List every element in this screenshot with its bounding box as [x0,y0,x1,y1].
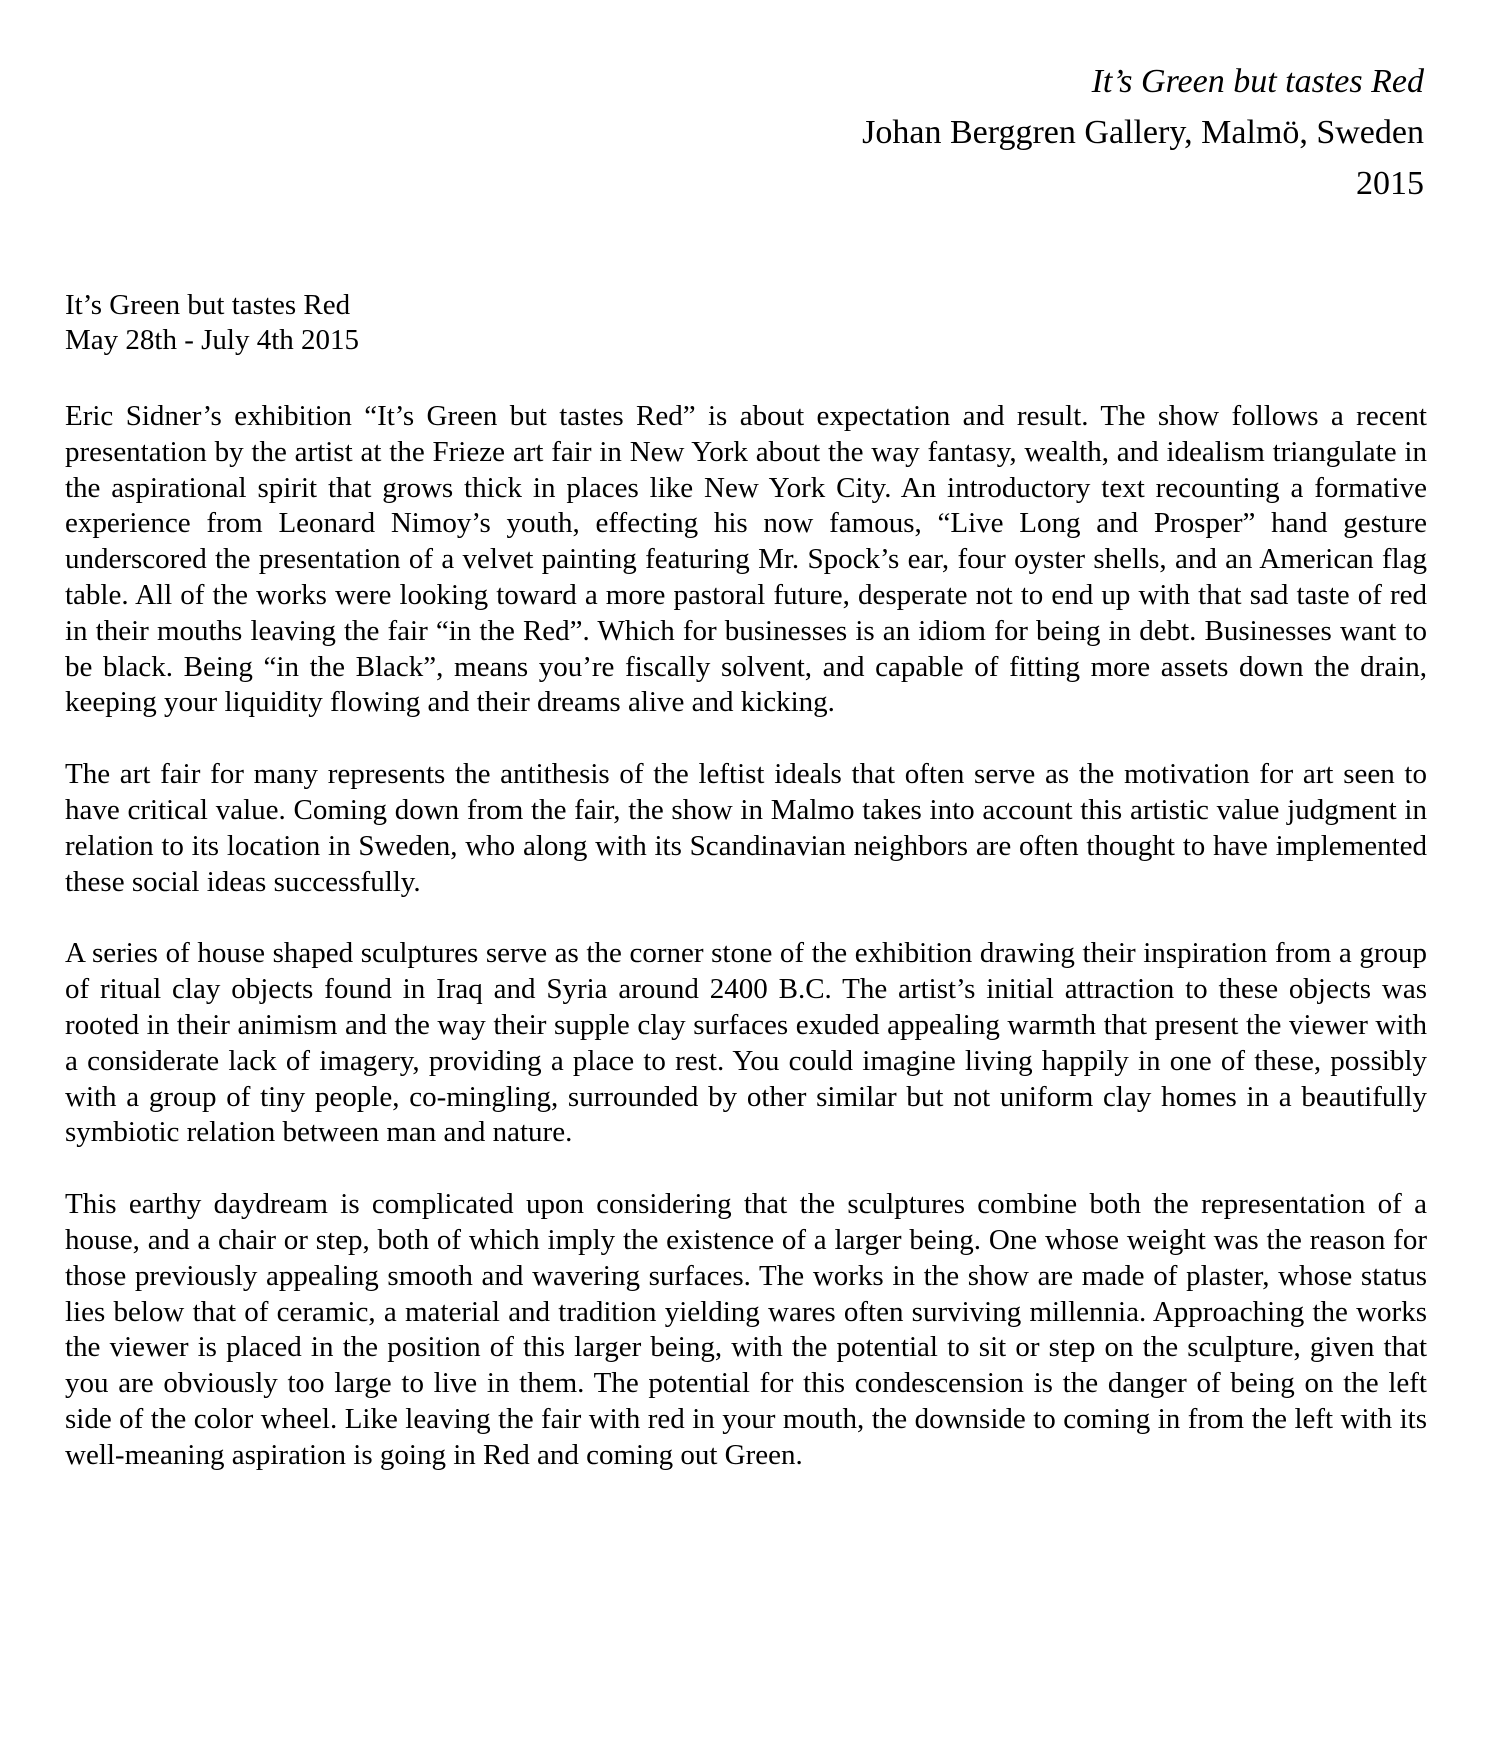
exhibition-header [862,56,1424,209]
press-release-body [65,399,1427,1474]
body-paragraph-4: This earthy daydream is complicated upon considering that the sculptures combine both the representation of a house, and a chair or step, both of which imply the existence of a larger being. One whose weight was the reason for those previously appealing smooth and wavering surfaces. The works in the show are made of plaster, whose status lies below that of ceramic, a material and tradition yielding wares often surviving millennia. Approaching the works the viewer is placed in the position of this larger being, with the potential to sit or step on the sculpture, given that you are obviously too large to live in them. The potential for this condescension is the danger of being on the left side of the color wheel. Like leaving the fair with red in your mouth, the downside to coming in from the left with its well-meaning aspiration is going in Red and coming out Green. [65,1188,1427,1471]
intro-title: It’s Green but tastes Red [65,289,351,321]
body-paragraph-1: Eric Sidner’s exhibition “It’s Green but tastes Red” is about expectation and result. The show follows a recent presentation by the artist at the Frieze art fair in New York about the way fantasy, wealth, and idealism triangulate in the aspirational spirit that grows thick in places like New York City. An introductory text recounting a formative experience from Leonard Nimoy’s youth, effecting his now famous, “Live Long and Prosper” hand gesture underscored the presentation of a velvet painting featuring Mr. Spock’s ear, four oyster shells, and an American flag table. All of the works were looking toward a more pastoral future, desperate not to end up with that sad taste of red in their mouths leaving the fair “in the Red”. Which for businesses is an idiom for being in debt. Businesses want to be black. Being “in the Black”, means you’re fiscally solvent, and capable of fitting more assets down the drain, keeping your liquidity flowing and their dreams alive and kicking. [65,400,1427,719]
header-exhibition-title: It’s Green but tastes Red [1091,63,1424,100]
body-paragraph-2: The art fair for many represents the antithesis of the leftist ideals that often serve as the motivation for art seen to have critical value. Coming down from the fair, the show in Malmo takes into account this artistic value judgment in relation to its location in Sweden, who along with its Scandinavian neighbors are often thought to have implemented these social ideas successfully. [65,758,1427,898]
body-paragraph-3: A series of house shaped sculptures serve as the corner stone of the exhibition drawing their inspiration from a group of ritual clay objects found in Iraq and Syria around 2400 B.C. The artist’s initial attraction to these objects was rooted in their animism and the way their supple clay surfaces exuded appealing warmth that present the viewer with a considerate lack of imagery, providing a place to rest. You could imagine living happily in one of these, possibly with a group of tiny people, co-mingling, surrounded by other similar but not uniform clay homes in a beautifully symbiotic relation between man and nature. [65,937,1427,1149]
header-gallery-venue: Johan Berggren Gallery, Malmö, Sweden [862,114,1424,151]
exhibition-intro [65,288,359,358]
header-year: 2015 [1356,165,1424,202]
intro-dates: May 28th - July 4th 2015 [65,324,360,356]
